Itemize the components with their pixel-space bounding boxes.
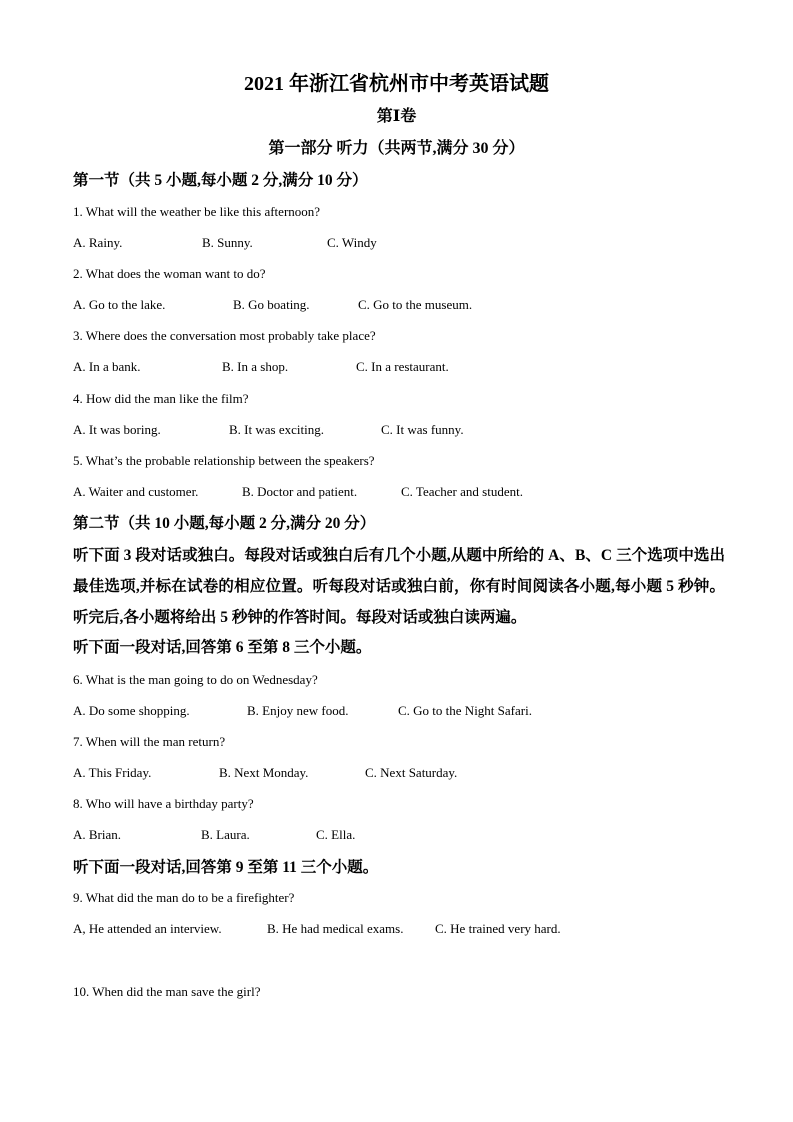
volume-label: 第Ⅰ卷 xyxy=(376,108,417,125)
option-4a: A. It was boring. xyxy=(73,422,161,437)
question-3: 3. Where does the conversation most probably take place? xyxy=(73,328,376,343)
option-7b: B. Next Monday. xyxy=(219,765,309,780)
section2-instruction: 听下面 3 段对话或独白。每段对话或独白后有几个小题,从题中所给的 A、B、C 三个选项中选出最佳选项,并标在试卷的相应位置。听每段对话或独白前，你有时间阅读各小题,每小题 5 秒钟。听完后,各小题将给出 5 秒钟的作答时间。每段对话或独白读两遍。 xyxy=(73,547,725,626)
part-heading: 第一部分 听力（共两节,满分 30 分） xyxy=(268,140,525,157)
option-6b: B. Enjoy new food. xyxy=(247,703,349,718)
group2-heading: 听下面一段对话,回答第 9 至第 11 三个小题。 xyxy=(73,859,379,876)
option-8a: A. Brian. xyxy=(73,827,122,842)
option-8b: B. Laura. xyxy=(201,827,250,842)
option-4b: B. It was exciting. xyxy=(229,422,324,437)
option-9c: C. He trained very hard. xyxy=(435,921,561,936)
option-5c: C. Teacher and student. xyxy=(401,484,523,499)
question-1: 1. What will the weather be like this afternoon? xyxy=(73,204,321,219)
question-7: 7. When will the man return? xyxy=(73,734,226,749)
question-2: 2. What does the woman want to do? xyxy=(73,266,266,281)
option-5a: A. Waiter and customer. xyxy=(73,484,199,499)
option-3c: C. In a restaurant. xyxy=(356,359,449,374)
option-2a: A. Go to the lake. xyxy=(73,297,166,312)
option-9b: B. He had medical exams. xyxy=(267,921,404,936)
section1-heading: 第一节（共 5 小题,每小题 2 分,满分 10 分） xyxy=(73,172,368,189)
option-3b: B. In a shop. xyxy=(222,359,289,374)
question-5: 5. What’s the probable relationship between the speakers? xyxy=(73,453,375,468)
question-10: 10. When did the man save the girl? xyxy=(73,984,261,999)
option-2b: B. Go boating. xyxy=(233,297,310,312)
option-2c: C. Go to the museum. xyxy=(358,297,473,312)
question-6: 6. What is the man going to do on Wednesday? xyxy=(73,672,318,687)
option-7c: C. Next Saturday. xyxy=(365,765,458,780)
option-1a: A. Rainy. xyxy=(73,235,123,250)
group1-heading: 听下面一段对话,回答第 6 至第 8 三个小题。 xyxy=(73,639,372,656)
question-4: 4. How did the man like the film? xyxy=(73,391,249,406)
option-7a: A. This Friday. xyxy=(73,765,152,780)
option-4c: C. It was funny. xyxy=(381,422,464,437)
option-3a: A. In a bank. xyxy=(73,359,141,374)
question-9: 9. What did the man do to be a firefighter? xyxy=(73,890,295,905)
option-8c: C. Ella. xyxy=(316,827,356,842)
option-5b: B. Doctor and patient. xyxy=(242,484,358,499)
section2-heading: 第二节（共 10 小题,每小题 2 分,满分 20 分） xyxy=(73,515,376,532)
option-1c: C. Windy xyxy=(327,235,377,250)
option-6c: C. Go to the Night Safari. xyxy=(398,703,532,718)
option-1b: B. Sunny. xyxy=(202,235,253,250)
question-8: 8. Who will have a birthday party? xyxy=(73,796,254,811)
option-6a: A. Do some shopping. xyxy=(73,703,190,718)
exam-title: 2021 年浙江省杭州市中考英语试题 xyxy=(244,73,549,95)
option-9a: A, He attended an interview. xyxy=(73,921,222,936)
